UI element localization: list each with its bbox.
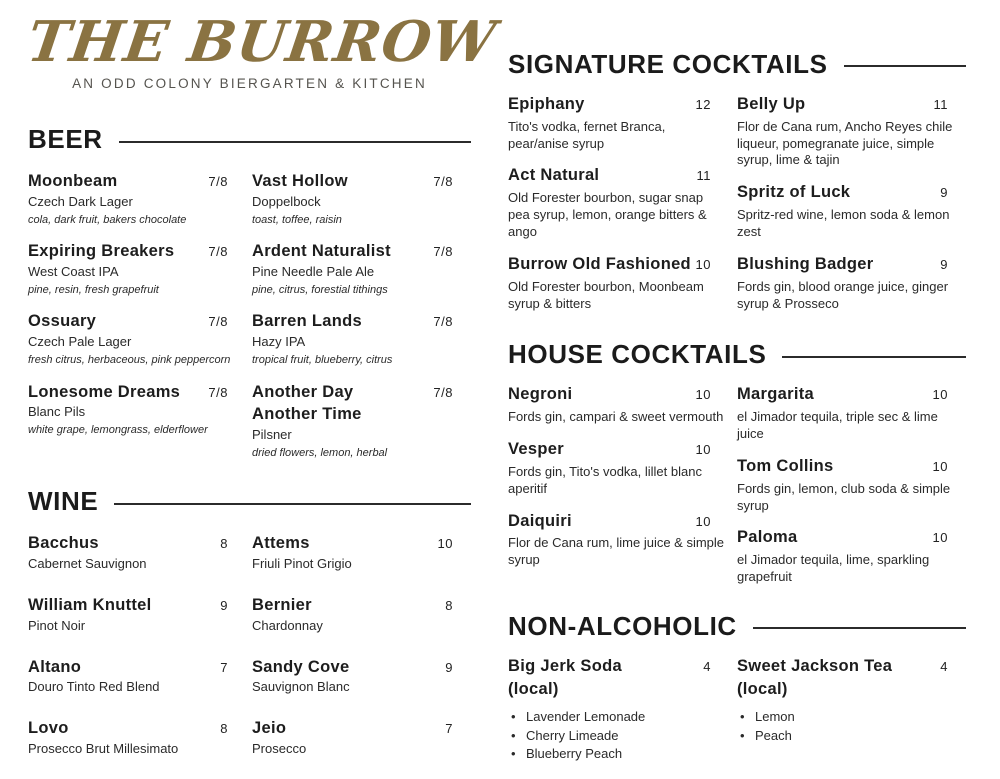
item-name: Sandy Cove bbox=[252, 657, 350, 676]
item-price: 11 bbox=[696, 168, 711, 184]
item-name: Sweet Jackson Tea (local) bbox=[737, 656, 893, 698]
item-notes: dried flowers, lemon, herbal bbox=[252, 446, 388, 459]
left-column bbox=[23, 9, 501, 779]
cocktail-item bbox=[508, 383, 729, 426]
item-price: 7 bbox=[445, 721, 453, 737]
section-title: BEER bbox=[28, 124, 103, 155]
beer-item bbox=[252, 381, 471, 462]
wine-item bbox=[28, 532, 246, 573]
item-price: 10 bbox=[695, 256, 711, 272]
cocktail-item bbox=[737, 526, 966, 586]
item-row bbox=[737, 655, 966, 701]
item-name: Epiphany bbox=[508, 94, 585, 113]
item-row bbox=[28, 532, 246, 555]
section-heading-wine bbox=[28, 487, 471, 517]
section-rule bbox=[782, 356, 966, 358]
item-style: Doppelbock bbox=[252, 194, 321, 210]
item-row bbox=[737, 383, 966, 406]
brand-logo: THE BURROW bbox=[23, 9, 501, 75]
item-notes: tropical fruit, blueberry, citrus bbox=[252, 354, 393, 367]
item-row bbox=[28, 170, 246, 193]
item-description: Flor de Cana rum, lime juice & simple syrup bbox=[508, 535, 725, 568]
wine-item bbox=[28, 594, 246, 635]
house-cocktails-grid bbox=[508, 383, 966, 598]
item-name: Paloma bbox=[737, 528, 798, 547]
item-row bbox=[252, 381, 471, 427]
item-description: Fords gin, lemon, club soda & simple syrup bbox=[737, 480, 951, 513]
item-name: Spritz of Luck bbox=[737, 183, 851, 202]
item-row bbox=[508, 438, 729, 461]
item-row bbox=[508, 510, 729, 533]
item-style: Sauvignon Blanc bbox=[252, 679, 350, 695]
item-notes: cola, dark fruit, bakers chocolate bbox=[28, 214, 187, 227]
beer-item bbox=[252, 240, 471, 298]
section-heading-beer bbox=[28, 125, 471, 155]
item-price: 7 bbox=[220, 659, 228, 675]
item-row bbox=[28, 310, 246, 333]
item-price: 10 bbox=[695, 513, 711, 529]
item-name: Burrow Old Fashioned bbox=[508, 254, 691, 273]
item-row bbox=[252, 240, 471, 263]
item-style: Blanc Pils bbox=[28, 404, 86, 420]
cocktail-item bbox=[508, 93, 729, 153]
beer-column-1 bbox=[28, 170, 252, 473]
item-price: 10 bbox=[932, 458, 948, 474]
beer-item bbox=[252, 310, 471, 368]
item-style: Pilsner bbox=[252, 427, 292, 443]
item-price: 4 bbox=[703, 658, 711, 674]
item-style: Prosecco Brut Millesimato bbox=[28, 740, 179, 756]
item-name: Attems bbox=[252, 534, 310, 553]
section-heading-house-cocktails bbox=[508, 340, 966, 370]
item-row bbox=[28, 594, 246, 617]
beer-grid bbox=[28, 170, 471, 473]
house-column-1 bbox=[508, 383, 737, 598]
beer-item bbox=[28, 381, 246, 439]
item-style: Cabernet Sauvignon bbox=[28, 555, 147, 571]
section-rule bbox=[753, 627, 966, 629]
section-title: HOUSE COCKTAILS bbox=[508, 339, 767, 370]
item-price: 7/8 bbox=[433, 314, 453, 330]
item-price: 7/8 bbox=[208, 384, 228, 400]
item-row bbox=[737, 181, 966, 204]
item-name: Bacchus bbox=[28, 534, 99, 553]
item-row bbox=[508, 655, 729, 701]
wine-column-1 bbox=[28, 532, 252, 779]
cocktail-item bbox=[508, 510, 729, 570]
item-style: Czech Pale Lager bbox=[28, 334, 132, 350]
item-description: Fords gin, campari & sweet vermouth bbox=[508, 409, 724, 425]
item-name: Expiring Breakers bbox=[28, 242, 175, 261]
section-title: SIGNATURE COCKTAILS bbox=[508, 49, 828, 79]
item-name: Another Day Another Time bbox=[252, 382, 362, 424]
item-price: 4 bbox=[940, 658, 948, 674]
non-alcoholic-column-2 bbox=[737, 655, 966, 764]
cocktail-item bbox=[737, 383, 966, 443]
item-price: 10 bbox=[437, 536, 453, 552]
item-price: 8 bbox=[445, 597, 453, 613]
flavor-list bbox=[737, 708, 966, 745]
item-style: Pine Needle Pale Ale bbox=[252, 264, 375, 280]
item-style: Czech Dark Lager bbox=[28, 194, 133, 210]
item-row bbox=[28, 656, 246, 679]
item-style: Chardonnay bbox=[252, 617, 323, 633]
wine-item bbox=[252, 594, 471, 635]
item-row bbox=[508, 383, 729, 406]
cocktail-item bbox=[737, 93, 966, 169]
item-name: Act Natural bbox=[508, 166, 600, 185]
item-name: Altano bbox=[28, 657, 82, 676]
item-description: Old Forester bourbon, sugar snap pea syrup, lemon, orange bitters & ango bbox=[508, 190, 707, 239]
non-alcoholic-column-1 bbox=[508, 655, 737, 764]
signature-column-1 bbox=[508, 93, 737, 325]
item-description: el Jimador tequila, lime, sparkling grapefruit bbox=[737, 552, 930, 585]
section-rule bbox=[114, 503, 471, 505]
wine-item bbox=[252, 656, 471, 697]
item-name: Negroni bbox=[508, 385, 573, 404]
item-price: 7/8 bbox=[433, 174, 453, 190]
item-row bbox=[737, 455, 966, 478]
item-name: Margarita bbox=[737, 385, 814, 404]
section-heading-non-alcoholic bbox=[508, 612, 966, 642]
item-description: Spritz-red wine, lemon soda & lemon zest bbox=[737, 207, 950, 239]
wine-column-2 bbox=[252, 532, 471, 779]
brand-tagline: AN ODD COLONY BIERGARTEN & KITCHEN bbox=[72, 76, 427, 92]
item-price: 10 bbox=[695, 387, 711, 403]
beer-item bbox=[28, 310, 246, 368]
beer-item bbox=[252, 170, 471, 228]
item-row bbox=[737, 253, 966, 276]
item-name: Belly Up bbox=[737, 94, 806, 113]
item-price: 9 bbox=[940, 256, 948, 272]
brand-header bbox=[23, 9, 501, 92]
item-name: Vast Hollow bbox=[252, 172, 348, 191]
wine-item bbox=[28, 717, 246, 758]
section-title: NON-ALCOHOLIC bbox=[508, 610, 737, 641]
item-row bbox=[252, 717, 471, 740]
item-name: Jeio bbox=[252, 719, 287, 738]
wine-item bbox=[252, 532, 471, 573]
item-description: Fords gin, Tito's vodka, lillet blanc aperitif bbox=[508, 463, 702, 496]
item-description: Tito's vodka, fernet Branca, pear/anise syrup bbox=[508, 118, 666, 151]
non-alcoholic-grid bbox=[508, 655, 966, 764]
item-style: Hazy IPA bbox=[252, 334, 306, 350]
flavor-item: • Lavender Lemonade bbox=[508, 708, 729, 726]
item-price: 7/8 bbox=[433, 244, 453, 260]
item-style: Pinot Noir bbox=[28, 617, 86, 633]
flavor-item: • Lemon bbox=[737, 708, 966, 726]
item-row bbox=[28, 240, 246, 263]
item-style: Prosecco bbox=[252, 740, 307, 756]
beer-item bbox=[28, 170, 246, 228]
item-notes: pine, citrus, forestial tithings bbox=[252, 284, 388, 297]
item-price: 8 bbox=[220, 536, 228, 552]
item-row bbox=[28, 717, 246, 740]
section-title: WINE bbox=[28, 486, 99, 517]
item-name: Ossuary bbox=[28, 312, 97, 331]
item-style: West Coast IPA bbox=[28, 264, 119, 280]
section-rule bbox=[119, 141, 471, 143]
item-name: Lovo bbox=[28, 719, 69, 738]
item-price: 9 bbox=[220, 597, 228, 613]
item-price: 9 bbox=[445, 659, 453, 675]
item-name: Big Jerk Soda (local) bbox=[508, 656, 622, 698]
beer-item bbox=[28, 240, 246, 298]
item-row bbox=[737, 93, 966, 116]
item-description: Flor de Cana rum, Ancho Reyes chile liqueur, pomegranate juice, simple syrup, lime & tajin bbox=[737, 118, 953, 168]
item-notes: white grape, lemongrass, elderflower bbox=[28, 424, 208, 437]
item-row bbox=[252, 656, 471, 679]
non-alcoholic-item bbox=[508, 655, 729, 764]
flavor-item: • Cherry Limeade bbox=[508, 727, 729, 745]
item-notes: pine, resin, fresh grapefruit bbox=[28, 284, 159, 297]
item-price: 8 bbox=[220, 721, 228, 737]
item-row bbox=[508, 253, 729, 276]
item-name: Blushing Badger bbox=[737, 254, 874, 273]
item-row bbox=[252, 310, 471, 333]
item-row bbox=[252, 170, 471, 193]
item-row bbox=[252, 532, 471, 555]
item-name: William Knuttel bbox=[28, 595, 152, 614]
item-notes: fresh citrus, herbaceous, pink peppercorn bbox=[28, 354, 231, 367]
item-style: Friuli Pinot Grigio bbox=[252, 555, 352, 571]
item-price: 11 bbox=[933, 96, 948, 112]
item-price: 9 bbox=[940, 185, 948, 201]
cocktail-item bbox=[508, 164, 729, 240]
wine-item bbox=[28, 656, 246, 697]
item-price: 10 bbox=[695, 441, 711, 457]
non-alcoholic-item bbox=[737, 655, 966, 745]
right-column bbox=[508, 50, 966, 764]
item-price: 7/8 bbox=[433, 384, 453, 400]
item-name: Ardent Naturalist bbox=[252, 242, 391, 261]
item-price: 10 bbox=[932, 530, 948, 546]
item-price: 10 bbox=[932, 387, 948, 403]
signature-column-2 bbox=[737, 93, 966, 325]
item-description: Fords gin, blood orange juice, ginger syrup & Prosseco bbox=[737, 278, 949, 311]
item-row bbox=[28, 381, 246, 404]
section-rule bbox=[844, 65, 966, 67]
item-name: Lonesome Dreams bbox=[28, 382, 181, 401]
signature-cocktails-grid bbox=[508, 93, 966, 325]
item-name: Vesper bbox=[508, 439, 564, 458]
item-row bbox=[737, 526, 966, 549]
item-name: Barren Lands bbox=[252, 312, 362, 331]
wine-grid bbox=[28, 532, 471, 779]
house-column-2 bbox=[737, 383, 966, 598]
wine-item bbox=[252, 717, 471, 758]
item-description: Old Forester bourbon, Moonbeam syrup & bitters bbox=[508, 278, 704, 311]
beer-column-2 bbox=[252, 170, 471, 473]
item-row bbox=[252, 594, 471, 617]
flavor-item: • Blueberry Peach bbox=[508, 745, 729, 763]
flavor-item: • Peach bbox=[737, 727, 966, 745]
item-style: Douro Tinto Red Blend bbox=[28, 679, 160, 695]
item-price: 7/8 bbox=[208, 244, 228, 260]
item-price: 7/8 bbox=[208, 314, 228, 330]
section-heading-signature-cocktails bbox=[508, 50, 966, 80]
cocktail-item bbox=[737, 455, 966, 515]
item-description: el Jimador tequila, triple sec & lime juice bbox=[737, 409, 938, 441]
cocktail-item bbox=[737, 181, 966, 241]
item-name: Tom Collins bbox=[737, 456, 834, 475]
item-row bbox=[508, 93, 729, 116]
item-row bbox=[508, 164, 729, 187]
flavor-list bbox=[508, 708, 729, 763]
cocktail-item bbox=[508, 438, 729, 498]
item-price: 12 bbox=[695, 96, 711, 112]
item-name: Bernier bbox=[252, 595, 312, 614]
item-name: Daiquiri bbox=[508, 511, 572, 530]
item-price: 7/8 bbox=[208, 174, 228, 190]
cocktail-item bbox=[508, 253, 729, 313]
item-notes: toast, toffee, raisin bbox=[252, 214, 342, 227]
item-name: Moonbeam bbox=[28, 172, 118, 191]
cocktail-item bbox=[737, 253, 966, 313]
